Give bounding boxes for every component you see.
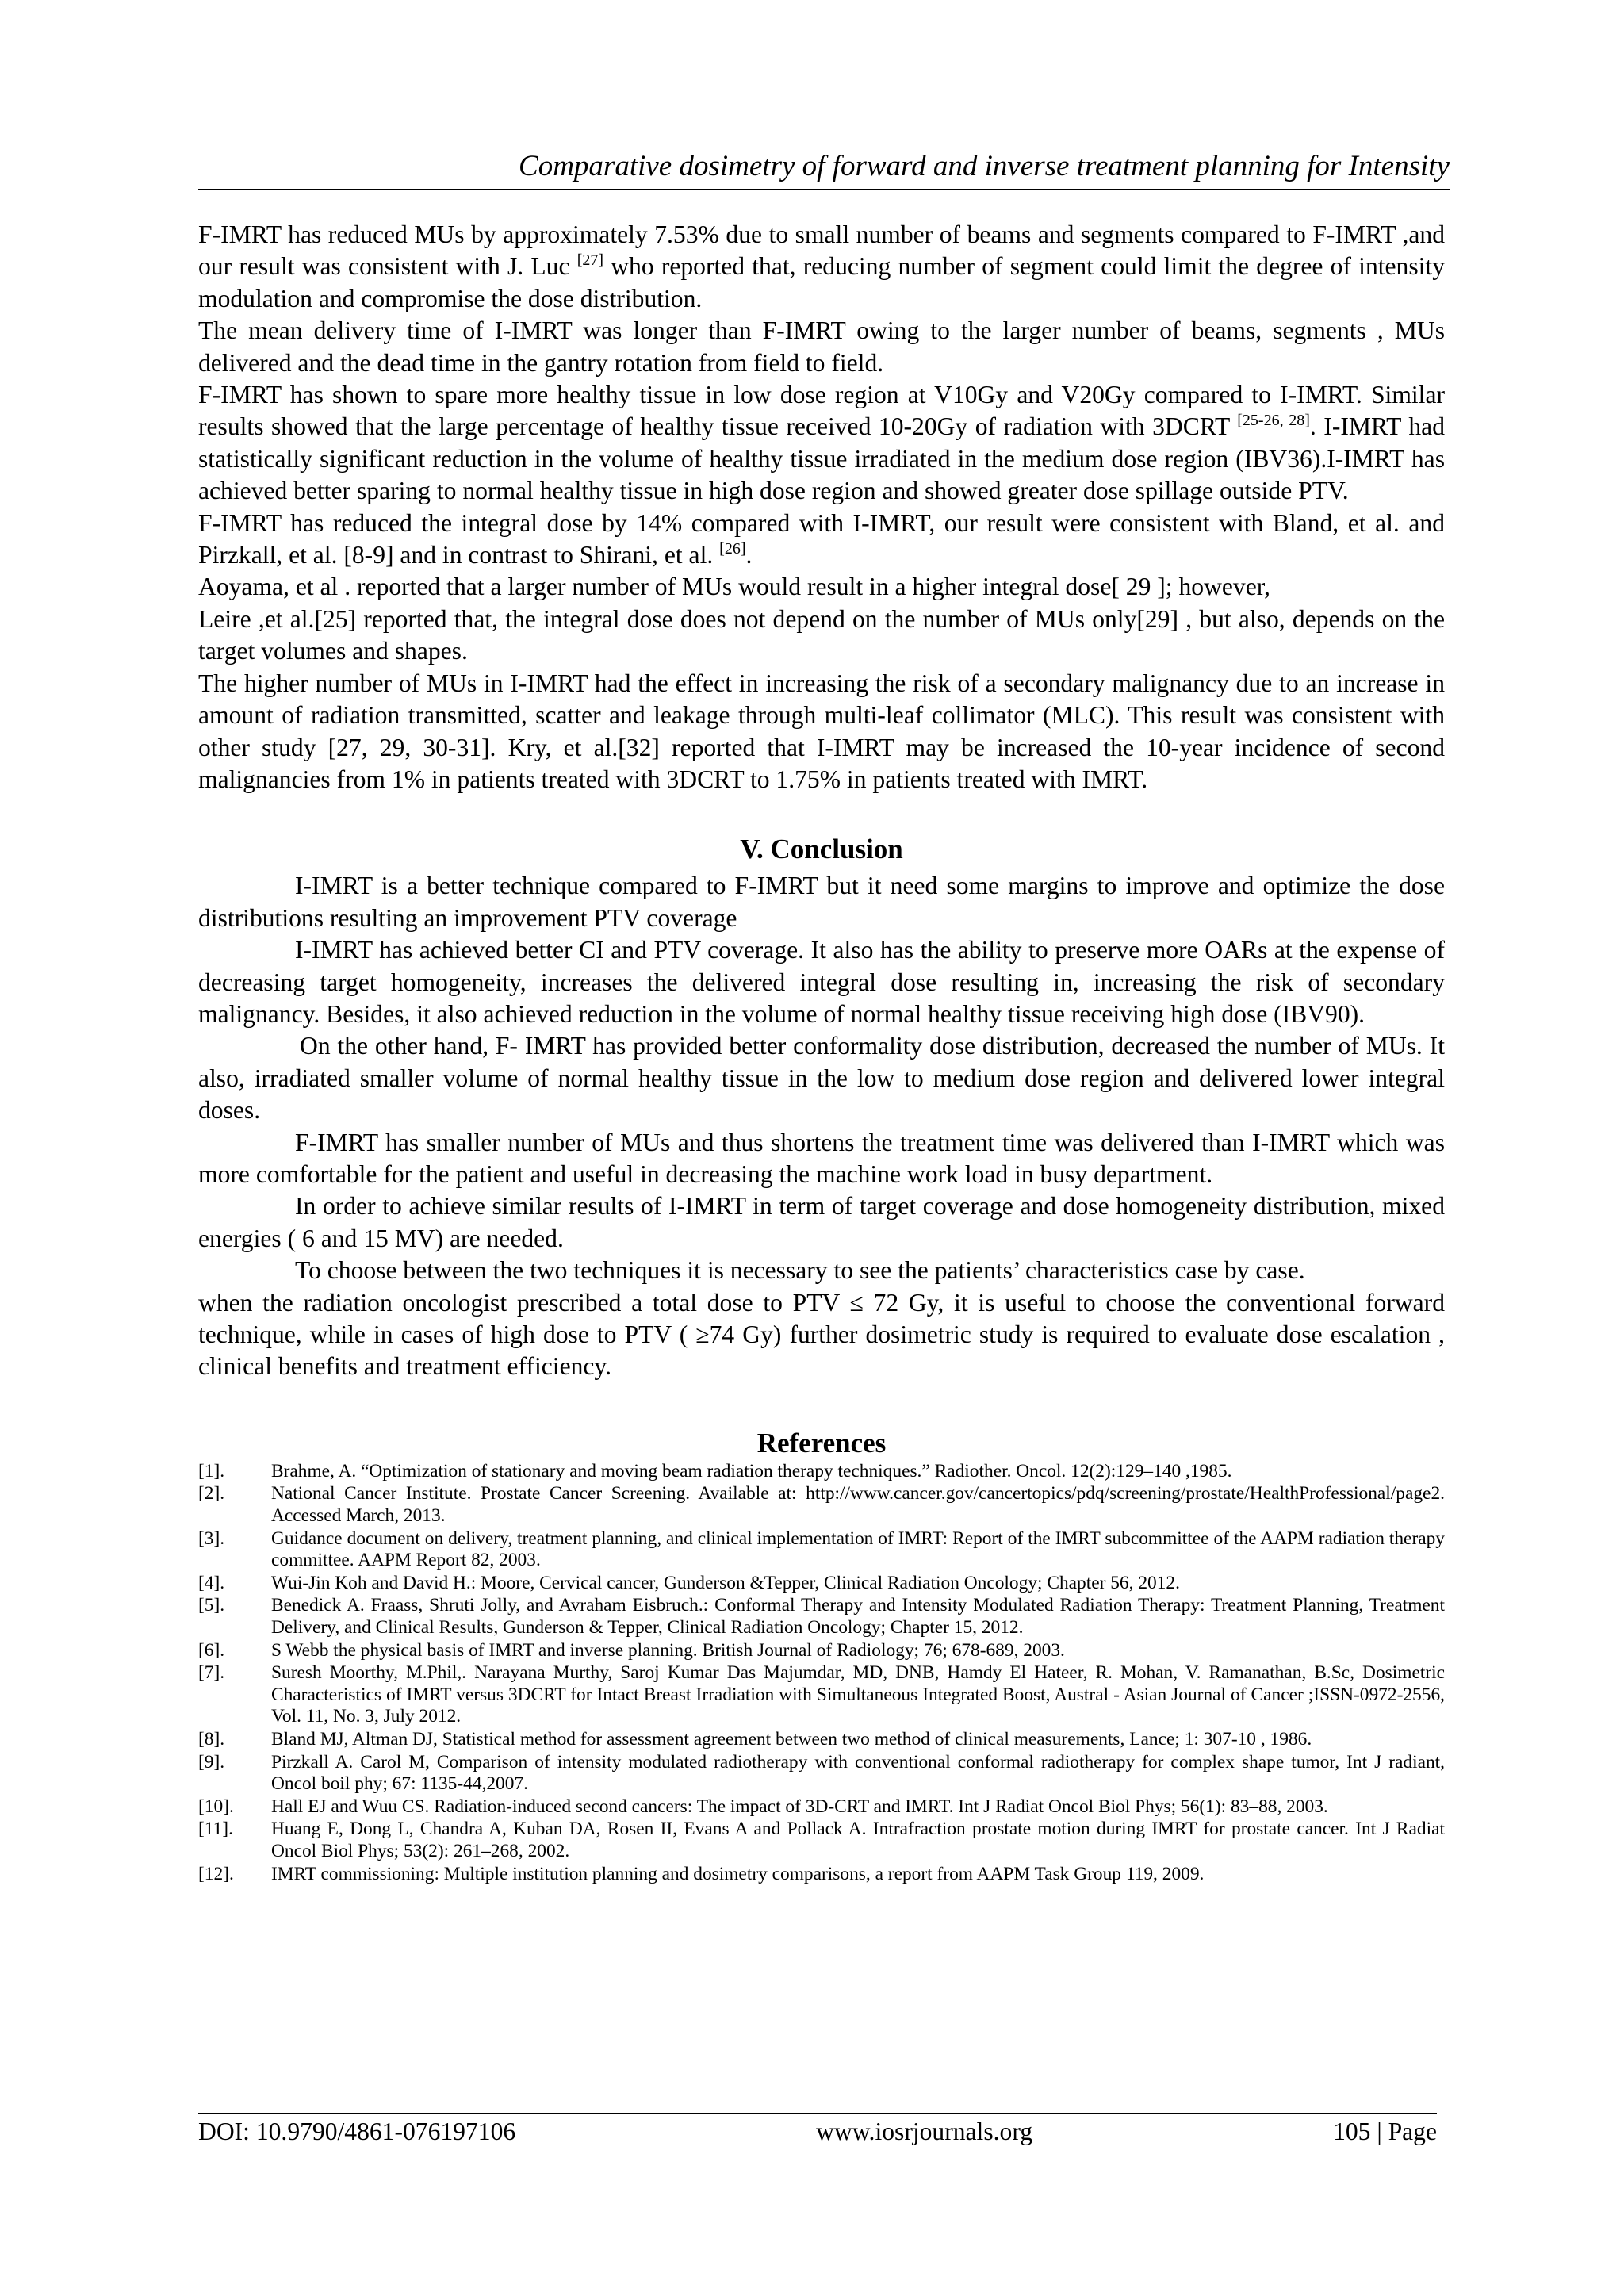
reference-item bbox=[198, 1662, 1445, 1728]
running-title: Comparative dosimetry of forward and inverse treatment planning for Intensity bbox=[198, 149, 1450, 190]
text-span: . bbox=[745, 541, 753, 569]
reference-text: Huang E, Dong L, Chandra A, Kuban DA, Rosen II, Evans A and Pollack A. Intrafraction prostate motion during IMRT for prostate cancer. Int J Radiat Oncol Biol Phys; 53(2): 261–268, 2002. bbox=[271, 1819, 1445, 1861]
reference-item bbox=[198, 1595, 1445, 1639]
reference-item bbox=[198, 1573, 1445, 1595]
reference-number: [7]. bbox=[198, 1662, 225, 1684]
reference-item bbox=[198, 1640, 1445, 1662]
conclusion-paragraph: I-IMRT is a better technique compared to F-IMRT but it need some margins to improve and optimize the dose distributions resulting an improvement PTV coverage bbox=[198, 872, 1445, 932]
reference-text: Hall EJ and Wuu CS. Radiation-induced second cancers: The impact of 3D-CRT and IMRT. Int J Radiat Oncol Biol Phys; 56(1): 83–88, 2003. bbox=[271, 1796, 1328, 1817]
discussion-paragraph: The higher number of MUs in I-IMRT had the effect in increasing the risk of a secondary malignancy due to an increase in amount of radiation transmitted, scatter and leakage through multi-leaf collimator (MLC). This result was consistent with other study [27, 29, 30-31]. Kry, et al.[32] reported that I-IMRT may be increased the 10-year incidence of second malignancies from 1% in patients treated with 3DCRT to 1.75% in patients treated with IMRT. bbox=[198, 669, 1445, 793]
conclusion-paragraph: On the other hand, F- IMRT has provided better conformality dose distribution, decreased the number of MUs. It also, irradiated smaller volume of normal healthy tissue in the low to medium dose region and delivered lower integral doses. bbox=[198, 1032, 1445, 1125]
reference-number: [4]. bbox=[198, 1572, 225, 1593]
reference-number: [12]. bbox=[198, 1863, 234, 1884]
reference-item bbox=[198, 1461, 1445, 1483]
reference-text: IMRT commissioning: Multiple institution planning and dosimetry comparisons, a report from AAPM Task Group 119, 2009. bbox=[271, 1863, 1205, 1884]
reference-text: S Webb the physical basis of IMRT and inverse planning. British Journal of Radiology; 76; 678-689, 2003. bbox=[271, 1639, 1065, 1661]
reference-text: Brahme, A. “Optimization of stationary and moving beam radiation therapy techniques.” Radiother. Oncol. 12(2):129–140 ,1985. bbox=[271, 1460, 1232, 1481]
reference-text: Pirzkall A. Carol M, Comparison of intensity modulated radiotherapy with conventional conformal radiotherapy for complex shape tumor, Int J radiant, Oncol boil phy; 67: 1135-44,2007. bbox=[271, 1751, 1445, 1795]
discussion-paragraph bbox=[198, 379, 1445, 508]
reference-text: National Cancer Institute. Prostate Cancer Screening. Available at: http://www.cancer.gov/cancertopics/pdq/screening/prostate/HealthProfessional/page2. Accessed March, 2013. bbox=[271, 1483, 1445, 1526]
reference-text: Bland MJ, Altman DJ, Statistical method for assessment agreement between two method of clinical measurements, Lance; 1: 307-10 , 1986. bbox=[271, 1728, 1312, 1750]
discussion-paragraph: The mean delivery time of I-IMRT was longer than F-IMRT owing to the larger number of beams, segments , MUs delivered and the dead time in the gantry rotation from field to field. bbox=[198, 316, 1445, 377]
reference-item bbox=[198, 1864, 1445, 1886]
page-number: 105 | Page bbox=[1333, 2118, 1437, 2145]
discussion-paragraph bbox=[198, 219, 1445, 315]
reference-text: Wui-Jin Koh and David H.: Moore, Cervical cancer, Gunderson &Tepper, Clinical Radiation Oncology; Chapter 56, 2012. bbox=[271, 1572, 1180, 1593]
reference-number: [8]. bbox=[198, 1728, 225, 1750]
reference-item bbox=[198, 1819, 1445, 1862]
text-span: F-IMRT has reduced the integral dose by 14% compared with I-IMRT, our result were consistent with Bland, et al. and Pirzkall, et al. [8-9] and in contrast to Shirani, et al. bbox=[198, 508, 1445, 569]
reference-number: [2]. bbox=[198, 1483, 225, 1504]
reference-text: Benedick A. Fraass, Shruti Jolly, and Avraham Eisbruch.: Conformal Therapy and Intensity Modulated Radiation Therapy: Treatment Planning, Treatment Delivery, and Clinical Results, Gunderson & Tepper, Clinical Radiation Oncology; Chapter 15, 2012. bbox=[271, 1595, 1445, 1638]
conclusion-paragraph: In order to achieve similar results of I-IMRT in term of target coverage and dose homogeneity distribution, mixed energies ( 6 and 15 MV) are needed. bbox=[198, 1192, 1445, 1252]
reference-text: Suresh Moorthy, M.Phil,. Narayana Murthy, Saroj Kumar Das Majumdar, MD, DNB, Hamdy El Hateer, R. Mohan, V. Ramanathan, B.Sc, Dosimetric Characteristics of IMRT versus 3DCRT for Intact Breast Irradiation with Simultaneous Integrated Boost, Austral - Asian Journal of Cancer ;ISSN-0972-2556, Vol. 11, No. 3, July 2012. bbox=[271, 1662, 1445, 1727]
reference-item bbox=[198, 1528, 1445, 1572]
text-span: F-IMRT has reduced MUs by approximately 7.53% due to small number of beams and segments compared to F-IMRT ,and our result was consistent with J. Luc bbox=[198, 220, 1445, 281]
reference-item bbox=[198, 1729, 1445, 1751]
reference-item bbox=[198, 1752, 1445, 1796]
reference-text: Guidance document on delivery, treatment planning, and clinical implementation of IMRT: Report of the IMRT subcommittee of the AAPM radiation therapy committee. AAPM Report 82, 2003. bbox=[271, 1527, 1445, 1571]
reference-number: [1]. bbox=[198, 1460, 225, 1481]
conclusion-paragraph: F-IMRT has smaller number of MUs and thus shortens the treatment time was delivered than I-IMRT which was more comfortable for the patient and useful in decreasing the machine work load in busy department. bbox=[198, 1128, 1445, 1188]
text-span: F-IMRT has shown to spare more healthy tissue in low dose region at V10Gy and V20Gy compared to I-IMRT. Similar results showed that the large percentage of healthy tissue received 10-20Gy of radiation with 3DCRT bbox=[198, 381, 1445, 441]
text-span: who reported that, reducing number of segment could limit the degree of intensity modulation and compromise the dose distribution. bbox=[198, 252, 1445, 312]
citation: [25-26, 28] bbox=[1237, 412, 1310, 430]
conclusion-paragraph: when the radiation oncologist prescribed a total dose to PTV ≤ 72 Gy, it is useful to choose the conventional forward technique, while in cases of high dose to PTV ( ≥74 Gy) further dosimetric study is required to evaluate dose escalation , clinical benefits and treatment efficiency. bbox=[198, 1288, 1445, 1381]
conclusion-paragraph: To choose between the two techniques it is necessary to see the patients’ characteristics case by case. bbox=[295, 1256, 1305, 1285]
text-span: . I-IMRT had statistically significant reduction in the volume of healthy tissue irradiated in the medium dose region (IBV36).I-IMRT has achieved better sparing to normal healthy tissue in high dose region and showed greater dose spillage outside PTV. bbox=[198, 412, 1446, 505]
doi-text: DOI: 10.9790/4861-076197106 bbox=[198, 2118, 516, 2145]
conclusion-section bbox=[198, 870, 1445, 1383]
discussion-section bbox=[198, 219, 1445, 795]
discussion-paragraph: Leire ,et al.[25] reported that, the integral dose does not depend on the number of MUs only[29] , but also, depends on the target volumes and shapes. bbox=[198, 604, 1445, 665]
reference-number: [10]. bbox=[198, 1796, 234, 1817]
page-content bbox=[198, 149, 1450, 1886]
reference-number: [9]. bbox=[198, 1751, 225, 1773]
page-footer bbox=[198, 2113, 1437, 2148]
conclusion-paragraph: I-IMRT has achieved better CI and PTV coverage. It also has the ability to preserve more OARs at the expense of decreasing target homogeneity, increases the delivered integral dose resulting in, increasing the risk of secondary malignancy. Besides, it also achieved reduction in the volume of normal healthy tissue receiving high dose (IBV90). bbox=[198, 936, 1445, 1028]
website-link[interactable]: www.iosrjournals.org bbox=[816, 2118, 1033, 2145]
reference-number: [5]. bbox=[198, 1595, 225, 1616]
discussion-paragraph bbox=[198, 508, 1445, 572]
reference-item bbox=[198, 1483, 1445, 1527]
references-heading: References bbox=[756, 1427, 887, 1458]
citation: [26] bbox=[719, 540, 746, 558]
discussion-paragraph: Aoyama, et al . reported that a larger number of MUs would result in a higher integral dose[ 29 ]; however, bbox=[198, 573, 1270, 601]
reference-item bbox=[198, 1796, 1445, 1819]
reference-number: [11]. bbox=[198, 1819, 233, 1840]
reference-number: [3]. bbox=[198, 1527, 225, 1549]
conclusion-heading: V. Conclusion bbox=[740, 834, 903, 865]
citation: [27] bbox=[576, 251, 604, 270]
reference-number: [6]. bbox=[198, 1639, 225, 1661]
references-list bbox=[198, 1461, 1445, 1885]
